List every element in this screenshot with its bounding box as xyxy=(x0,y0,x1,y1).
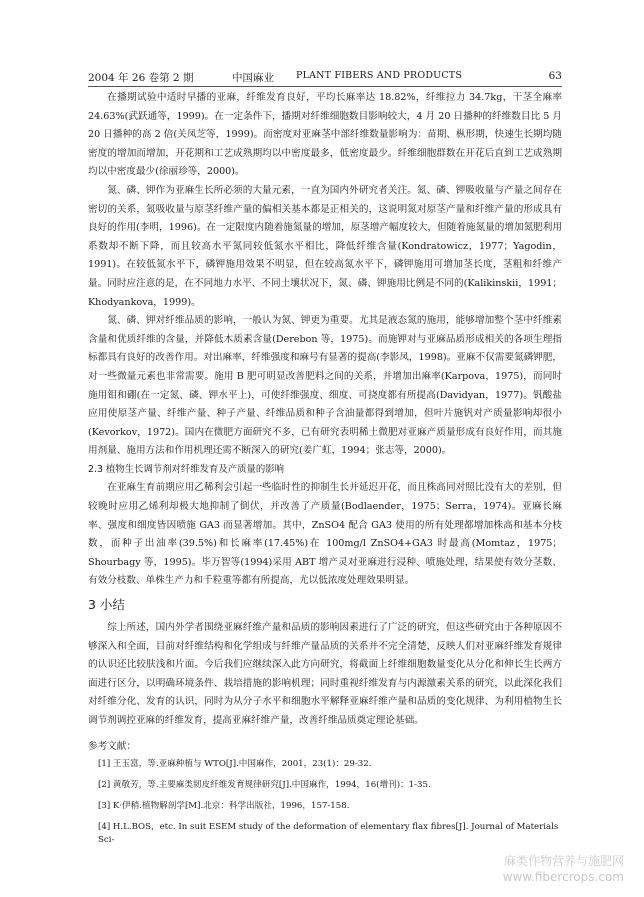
site-watermark xyxy=(503,853,624,885)
volume-info: 2004 年 26 卷第 2 期 xyxy=(88,72,194,84)
reference-item: [3] K·伊稍.植物解剖学[M].北京：科学出版社，1996，157-158. xyxy=(98,801,350,811)
references xyxy=(88,738,562,855)
reference-item: [1] 王玉富，等.亚麻种植与 WTO[J].中国麻作，2001，23(1)：29-32. xyxy=(98,759,372,769)
paragraph-sowing: 在播期试验中适时早播的亚麻，纤维发育良好，平均长麻率达 18.82%，纤维拉力 34.7kg，干茎全麻率 24.63%(武跃通等，1999)。在一定条件下，播期对纤维细胞数目影响较大，4 月 20 日播种的纤维数目比 5 月 20 日播种的高 2 倍(关凤芝等，1999)。而密度对亚麻茎中部纤维数量影响为：苗期、枞形期，快速生长期均随密度的增加而增加，开花期和工艺成熟期均以中密度最多，低密度最少。纤维细胞群数在开花后直到工艺成熟期均以中密度最少(徐丽珍等，2000)。 xyxy=(88,92,562,178)
watermark-name: 麻类作物营养与施肥网 xyxy=(503,854,624,868)
header-rule xyxy=(88,86,562,87)
journal-title-en: PLANT FIBERS AND PRODUCTS xyxy=(296,70,463,81)
paragraph-summary: 综上所述，国内外学者围绕亚麻纤维产量和品质的影响因素进行了广泛的研究，但这些研究由于各种原因不够深入和全面，目前对纤维结构和化学组成与纤维产量品质的关系并不完全清楚，反映人们对亚麻纤维发育规律的认识还比较肤浅和片面。今后我们应继续深入此方向研究，将截面上纤维细胞数量变化从分化和伸长生长两方面进行区分，以明确环境条件、栽培措施的影响机理；同时重视纤维发育与内源激素关系的研究，以此深化我们对纤维分化、发育的认识，同时为从分子水平和细胞水平解释亚麻纤维产量和品质的变化规律、为利用植物生长调节剂调控亚麻的纤维发育，提高亚麻纤维产量，改善纤维品质奠定理论基础。 xyxy=(88,622,562,726)
paragraph-npk-yield: 氮、磷、钾作为亚麻生长所必须的大量元素，一直为国内外研究者关注。氮、磷、钾吸收量与产量之间存在密切的关系，氮吸收量与原茎纤维产量的偏相关基本都是正相关的，这说明氮对原茎产量和纤维产量的形成具有良好的作用(李明，1996)。在一定限度内随着施氮量的增加，原茎增产幅度较大，但随着施氮量的增加氮肥利用系数却不断下降，而且较高水平氮同较低氮水平相比，降低纤维含量(Kondratowicz，1977；Yagodin，1991)。在较低氮水平下，磷钾施用效果不明显，但在较高氮水平下，磷钾施用可增加茎长度，茎粗和纤维产量。同时应注意的是，在不同地力水平、不同土壤状况下，氮、磷、钾施用比例是不同的(Kalikinskii，1991；Khodyankova，1999)。 xyxy=(88,184,562,308)
reference-item: [4] H.L.BOS，etc. In suit ESEM study of the deformation of elementary flax fibres[J]. Journal of Materials Sci- xyxy=(98,822,559,845)
references-title: 参考文献： xyxy=(88,741,136,752)
page-number: 63 xyxy=(548,70,562,82)
paragraph-npk-quality: 氮、磷、钾对纤维品质的影响，一般认为氮、钾更为重要。尤其是液态氮的施用，能够增加整个茎中纤维素含量和优质纤维的含量，并降低木质素含量(Derebon 等，1975)。而施钾对与亚麻品质形成相关的各项生理指标都具有良好的改善作用。对出麻率，纤维强度和麻号有显著的提高(李影凤，1998)。亚麻不仅需要氮磷钾肥，对一些微量元素也非常需要。施用 B 肥可明显改善肥料之间的关系，并增加出麻率(Karpova，1975)，而同时施用钼和硼(在一定氮、磷、钾水平上)，可使纤维强度、细度、可挠度都有所提高(Davidyan，1977)。钒酸盐应用使原茎产量、纤维产量、种子产量、纤维品质和种子含油量都得到增加，但叶片施钒对产质量影响却很小(Kevorkov，1972)。国内在微肥方面研究不多，已有研究表明稀土微肥对亚麻产质量形成有良好作用，而其施用剂量、施用方法和作用机理还需不断深入的研究(姜广虹，1994；张志等，2000)。 xyxy=(88,315,562,457)
journal-title-cn: 中国麻业 xyxy=(232,72,274,84)
article-body xyxy=(88,89,562,731)
reference-item: [2] 黄敬芳，等.主要麻类韧皮纤维发育规律研究[J].中国麻作，1994，16(增刊)：1-35. xyxy=(98,780,431,790)
watermark-url: www.fibercrops.com xyxy=(502,870,624,884)
paragraph-growth-regulators: 在亚麻生育前期应用乙稀利会引起一些临时性的抑制生长并延迟开花，而且株高同对照比没有大的差别，但较晚时应用乙烯利却极大地抑制了倒伏，并改善了产质量(Bodlaender，1975；Serra，1974)。亚麻长麻率、强度和细度皆因喷施 GA3 而显著增加。其中，ZnSO4 配合 GA3 使用的所有处理都增加株高和基本分枝数，而种子出油率(39.5%)和长麻率(17.45%)在 100mg/l ZnSO4+GA3 时最高(Momtaz，1975；Shourbagy 等，1995)。毕万智等(1994)采用 ABT 增产灵对亚麻进行浸种、喷施处理，结果使有效分茎数、有效分枝数、单株生产力和千粒重等都有所提高，尤以低浓度处理效果明显。 xyxy=(88,482,562,587)
section-heading-2-3: 2.3 植物生长调节剂对纤维发育及产质量的影响 xyxy=(88,463,285,475)
section-heading-3: 3 小结 xyxy=(88,597,125,613)
